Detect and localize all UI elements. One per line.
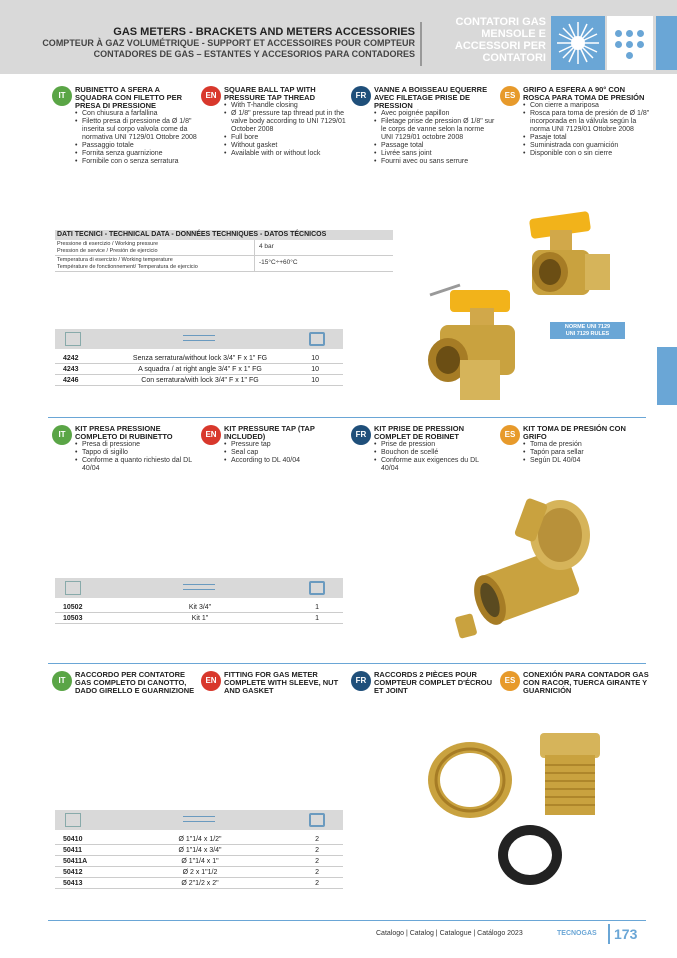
table-row[interactable] [55,867,343,878]
product-table-1 [55,329,343,386]
desc-bullets [523,102,650,158]
category-line: MENSOLE E [481,28,546,40]
tech-label [55,240,255,255]
tech-row [55,256,393,272]
desc-title: VANNE A BOISSEAU EQUERRE AVEC FILETAGE PRISE DE PRESSION [374,85,488,110]
lang-badge-it: IT [52,671,72,691]
bullet: • Without gasket [224,142,346,150]
header-accent-bar [656,16,677,70]
lang-badge-it: IT [52,86,72,106]
bullet: • According to DL 40/04 [224,457,346,465]
lang-badge-en: EN [201,425,221,445]
lang-badge-es: ES [500,86,520,106]
desc-en [201,671,346,695]
desc-fr [351,425,496,473]
table-row[interactable] [55,856,343,867]
meter-fitting-image [420,725,620,905]
table-row[interactable] [55,602,343,613]
desc-bullets [224,102,346,158]
product-desc: Senza serratura/without lock 3/4" F x 1" FG [132,355,268,362]
header-title-es: CONTADORES DE GAS – ESTANTES Y ACCESORIOS PARA CONTADORES [93,49,415,59]
desc-title: KIT PRISE DE PRESSION COMPLET DE ROBINET [374,424,465,441]
header-titles [42,26,415,60]
bullet: • Pasaje total [523,134,650,142]
desc-bullets [523,441,650,465]
dimension-icon [183,584,215,590]
desc-bullets [374,441,496,473]
tech-label-line: Pressione di esercizio / Working pressure [57,241,159,247]
desc-bullets [224,441,346,465]
product-code: 50412 [63,869,83,876]
bullet: • Disponible con o sin cierre [523,150,650,158]
bullet: • Livrée sans joint [374,150,496,158]
bullet: • Avec poignée papillon [374,110,496,118]
product-table-2 [55,578,343,624]
dots-grid-icon [607,16,653,70]
bullet: • Passaggio totale [75,142,197,150]
bullet: • Conforme aux exigences du DL 40/04 [374,457,496,473]
footer-divider [608,924,610,944]
category-line: CONTATORI GAS [455,16,546,28]
table-header [55,810,343,830]
lang-badge-it: IT [52,425,72,445]
product-qty: 2 [315,858,319,865]
product-desc: Ø 1"1/4 x 1" [181,858,219,865]
desc-bullets [374,110,496,166]
bullet: • Suministrada con guarnición [523,142,650,150]
side-tab-marker [657,347,677,405]
bullet: • Filetage prise de pression Ø 1/8" sur le corps de vanne selon la norme UNI 7129/01 octobre 2008 [374,118,496,142]
product-qty: 2 [315,847,319,854]
bullet: • Filetto presa di pressione da Ø 1/8" inserita sul corpo valvola come da normativa UNI 7129/01 Ottobre 2008 [75,118,197,142]
product-desc: Ø 2"1/2 x 2" [181,880,219,887]
bullet: • Tapón para sellar [523,449,650,457]
product-qty: 1 [315,615,319,622]
ball-valve-image [400,210,630,410]
product-code: 50413 [63,880,83,887]
tech-data-table [55,230,393,272]
bullet: • Tappo di sigillo [75,449,197,457]
lang-badge-es: ES [500,425,520,445]
product-qty: 10 [311,377,319,384]
dimension-icon [183,816,215,822]
lang-badge-en: EN [201,86,221,106]
lang-badge-en: EN [201,671,221,691]
product-code: 10502 [63,604,83,611]
bullet: • Conforme a quanto richiesto dal DL 40/04 [75,457,197,473]
header-divider [420,22,422,66]
desc-title: KIT PRESA PRESSIONE COMPLETO DI RUBINETTO [75,424,173,441]
category-line: ACCESSORI PER [454,40,546,52]
section-divider [48,417,646,418]
product-qty: 2 [315,880,319,887]
product-table-3 [55,810,343,889]
bullet: • Rosca para toma de presión de Ø 1/8" incorporada en la válvula según la norma UNI 7129/01 Ottobre 2008 [523,110,650,134]
footer-rule [48,920,646,921]
tech-label-line: Température de fonctionnement/ Temperatura de ejercicio [57,263,198,270]
desc-title: KIT TOMA DE PRESIÓN CON GRIFO [523,424,626,441]
product-qty: 2 [315,836,319,843]
desc-title: SQUARE BALL TAP WITH PRESSURE TAP THREAD [224,85,316,102]
table-row[interactable] [55,353,343,364]
header-title-fr: COMPTEUR À GAZ VOLUMÉTRIQUE - SUPPORT ET ACCESSOIRES POUR COMPTEUR [42,38,415,48]
product-code: 50410 [63,836,83,843]
bullet: • Presa di pressione [75,441,197,449]
bullet: • Pressure tap [224,441,346,449]
table-row[interactable] [55,375,343,386]
tech-label-line: Pression de service / Presión de ejercicio [57,247,158,254]
desc-en [201,86,346,158]
desc-it [52,86,197,166]
bullet: • Passage total [374,142,496,150]
product-qty: 10 [311,366,319,373]
tech-row [55,240,393,256]
bullet: • Fornita senza guarnizione [75,150,197,158]
desc-fr [351,86,496,166]
code-icon [65,581,81,595]
product-qty: 1 [315,604,319,611]
product-desc: Kit 1" [191,615,209,622]
product-qty: 10 [311,355,319,362]
product-code: 4246 [63,377,79,384]
pressure-tap-kit-image [445,490,605,650]
package-quantity-icon [309,332,325,346]
desc-title: FITTING FOR GAS METER COMPLETE WITH SLEEVE, NUT AND GASKET [224,670,339,695]
bullet: • Bouchon de scellé [374,449,496,457]
product-desc: Kit 3/4" [188,604,212,611]
flame-burst-icon [551,16,605,70]
desc-bullets [75,441,197,473]
desc-it [52,671,197,695]
desc-title: CONEXIÓN PARA CONTADOR GAS CON RACOR, TUERCA GIRANTE Y GUARNICIÓN [523,670,649,695]
desc-es [500,425,650,465]
product-code: 50411 [63,847,83,854]
code-icon [65,332,81,346]
code-icon [65,813,81,827]
product-desc: Ø 1"1/4 x 1/2" [178,836,222,843]
bullet: • Fourni avec ou sans serrure [374,158,496,166]
desc-it [52,425,197,473]
bullet: • Toma de presión [523,441,650,449]
desc-bullets [75,110,197,166]
product-desc: Ø 2 x 1"1/2 [182,869,218,876]
lang-badge-fr: FR [351,86,371,106]
bullet: • Según DL 40/04 [523,457,650,465]
section-divider [48,663,646,664]
tech-data-heading: DATI TECNICI - TECHNICAL DATA - DONNÉES TECHNIQUES - DATOS TÉCNICOS [55,230,393,240]
bullet: • Con cierre a mariposa [523,102,650,110]
dimension-icon [183,335,215,341]
tech-value: 4 bar [259,243,274,250]
desc-en [201,425,346,465]
desc-fr [351,671,496,695]
norme-line: NORME UNI 7129 [564,324,611,330]
bullet: • Fornibile con o senza serratura [75,158,197,166]
product-desc: A squadra / at right angle 3/4" F x 1" FG [138,366,262,373]
desc-es [500,86,650,158]
desc-title: GRIFO A ESFERA A 90° CON ROSCA PARA TOMA DE PRESIÓN [523,85,645,102]
table-row[interactable] [55,845,343,856]
table-row[interactable] [55,834,343,845]
bullet: • Seal cap [224,449,346,457]
product-code: 10503 [63,615,83,622]
desc-es [500,671,650,695]
desc-title: RUBINETTO A SFERA A SQUADRA CON FILETTO PER PRESA DI PRESSIONE [75,85,183,110]
product-code: 4242 [63,355,79,362]
table-header [55,578,343,598]
product-qty: 2 [315,869,319,876]
desc-title: KIT PRESSURE TAP (TAP INCLUDED) [224,424,315,441]
package-quantity-icon [309,581,325,595]
desc-title: RACCORDO PER CONTATORE GAS COMPLETO DI CANOTTO, DADO GIRELLO E GUARNIZIONE [75,670,195,695]
category-label [446,16,546,64]
tech-label-line: Temperatura di esercizio / Working temperature [57,257,173,263]
product-desc: Con serratura/with lock 3/4" F x 1" FG [141,377,259,384]
desc-title: RACCORDS 2 PIÈCES POUR COMPTEUR COMPLET D'ÉCROU ET JOINT [374,670,493,695]
package-quantity-icon [309,813,325,827]
page-header [0,0,677,74]
page-number: 173 [614,926,638,942]
tech-label [55,256,255,271]
footer-brand: TECNOGAS [557,930,597,937]
tech-value: -15°C÷+60°C [259,259,298,266]
table-row[interactable] [55,364,343,375]
bullet: • Ø 1/8" pressure tap thread put in the valve body according to UNI 7129/01 October 2008 [224,110,346,134]
lang-badge-fr: FR [351,671,371,691]
norme-badge [550,322,625,339]
bullet: • Available with or without lock [224,150,346,158]
lang-badge-fr: FR [351,425,371,445]
norme-line: UNI 7129 RULES [565,331,610,337]
product-desc: Ø 1"1/4 x 3/4" [178,847,222,854]
table-row[interactable] [55,613,343,624]
bullet: • Full bore [224,134,346,142]
bullet: • With T-handle closing [224,102,346,110]
product-code: 50411A [63,858,88,865]
table-row[interactable] [55,878,343,889]
category-line: CONTATORI [482,52,546,64]
lang-badge-es: ES [500,671,520,691]
product-code: 4243 [63,366,79,373]
table-header [55,329,343,349]
header-title-en: GAS METERS - BRACKETS AND METERS ACCESSORIES [113,26,415,38]
bullet: • Con chiusura a farfallina [75,110,197,118]
bullet: • Prise de pression [374,441,496,449]
footer-catalog: Catalogo | Catalog | Catalogue | Catálogo 2023 [376,930,523,937]
